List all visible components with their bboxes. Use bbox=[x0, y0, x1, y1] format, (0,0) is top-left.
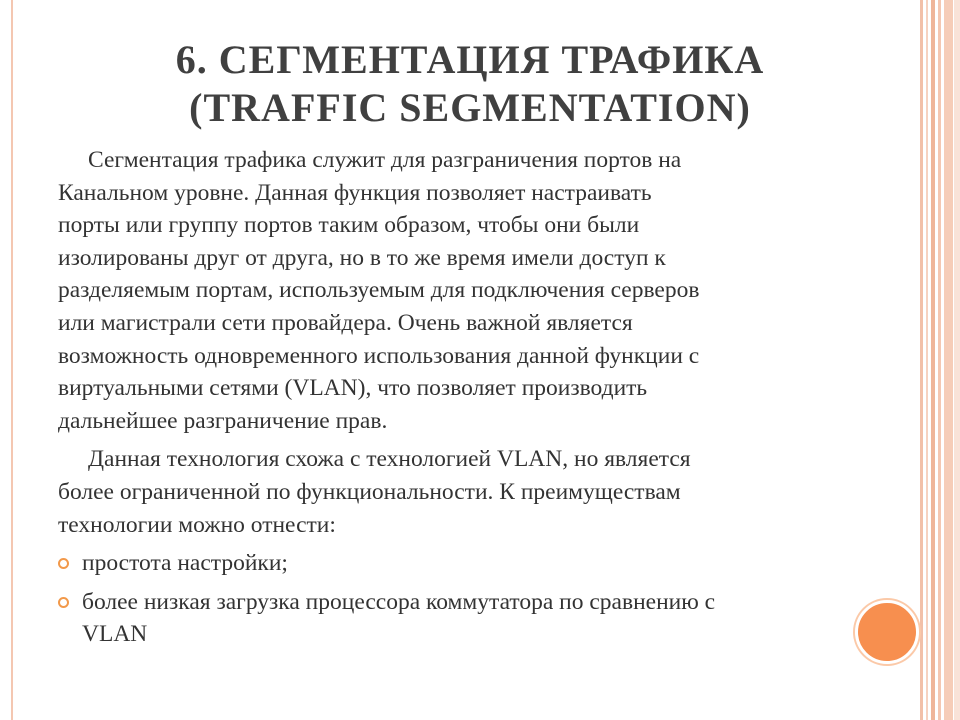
text-line: дальнейшее разграничение прав. bbox=[58, 407, 388, 434]
slide-title-line-1: 6. СЕГМЕНТАЦИЯ ТРАФИКА bbox=[175, 37, 765, 82]
stripe bbox=[926, 0, 928, 720]
slide-body bbox=[58, 144, 903, 651]
text-line: Канальном уровне. Данная функция позволяет настраивать bbox=[58, 179, 652, 206]
decorative-stripes bbox=[920, 0, 960, 720]
paragraph-2 bbox=[58, 443, 903, 541]
text-line: порты или группу портов таким образом, чтобы они были bbox=[58, 212, 640, 239]
text-line: Данная технология схожа с технологией VLAN, но является bbox=[88, 446, 691, 473]
list-item bbox=[58, 586, 903, 651]
stripe bbox=[954, 0, 960, 720]
ring-bullet-icon bbox=[58, 558, 69, 569]
advantages-list bbox=[58, 547, 903, 651]
decorative-circle-icon bbox=[855, 600, 919, 664]
ring-bullet-icon bbox=[58, 597, 69, 608]
text-line: или магистрали сети провайдера. Очень важной является bbox=[58, 309, 633, 336]
text-line: Сегментация трафика служит для разграничения портов на bbox=[88, 147, 682, 173]
stripe bbox=[931, 0, 935, 720]
text-line: разделяемым портам, используемым для подключения серверов bbox=[58, 277, 700, 304]
list-item bbox=[58, 547, 903, 580]
text-line: более низкая загрузка процессора коммутатора по сравнению с bbox=[82, 588, 716, 615]
text-line: возможность одновременного использования данной функции с bbox=[58, 342, 700, 369]
slide-title-line-2: (TRAFFIC SEGMENTATION) bbox=[189, 85, 751, 130]
text-line: изолированы друг от друга, но в то же время имели доступ к bbox=[58, 244, 666, 271]
stripe bbox=[920, 0, 923, 720]
stripe bbox=[944, 0, 953, 720]
slide-title bbox=[40, 36, 900, 132]
text-line: виртуальными сетями (VLAN), что позволяет производить bbox=[58, 375, 648, 402]
text-line: VLAN bbox=[82, 621, 148, 648]
text-line: простота настройки; bbox=[82, 550, 288, 577]
paragraph-1 bbox=[58, 144, 903, 437]
text-line: технологии можно отнести: bbox=[58, 511, 336, 538]
left-frame-line bbox=[11, 0, 13, 720]
text-line: более ограниченной по функциональности. К преимуществам bbox=[58, 478, 681, 505]
stripe bbox=[938, 0, 941, 720]
